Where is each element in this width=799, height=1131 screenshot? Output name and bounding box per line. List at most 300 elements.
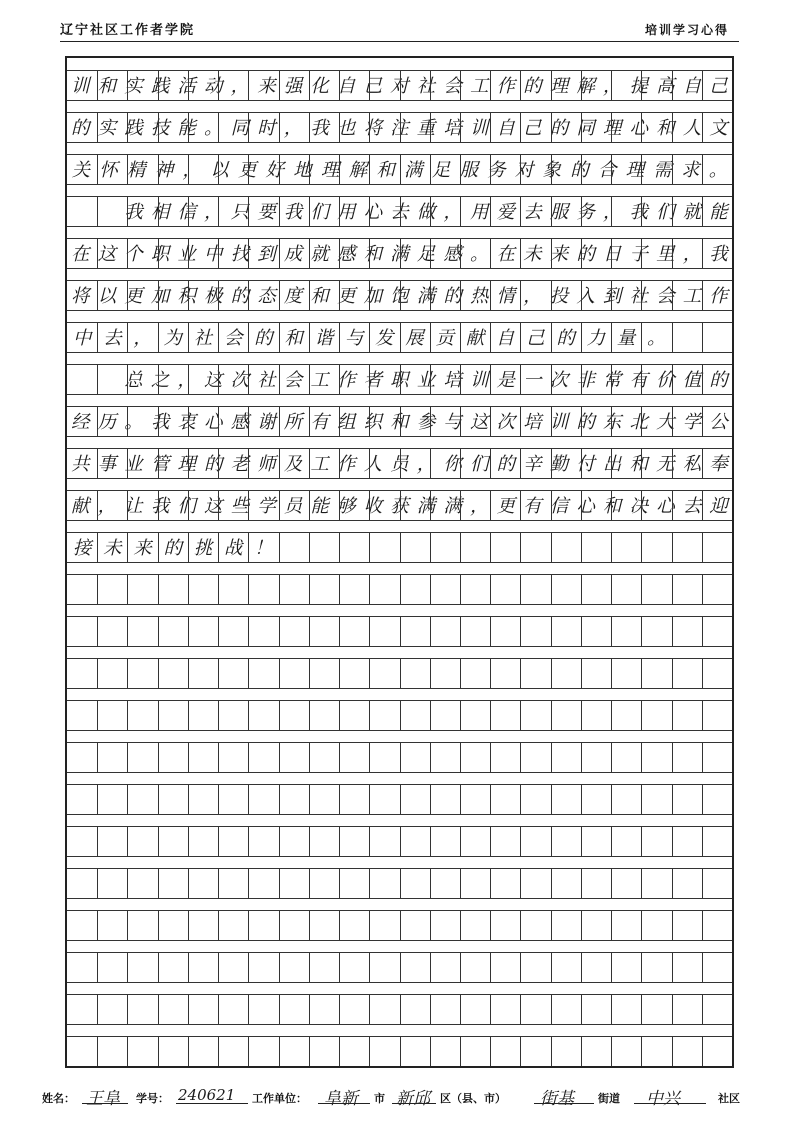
grid-cell-divider xyxy=(490,700,491,730)
grid-cell-divider xyxy=(551,700,552,730)
grid-cell-divider xyxy=(188,742,189,772)
grid-cell-divider xyxy=(127,70,128,100)
grid-rule xyxy=(67,730,732,731)
grid-cell-divider xyxy=(339,952,340,982)
grid-cell-divider xyxy=(460,616,461,646)
grid-cell-divider xyxy=(611,238,612,268)
grid-cell-divider xyxy=(158,280,159,310)
grid-cell-divider xyxy=(460,1036,461,1066)
grid-cell-divider xyxy=(430,952,431,982)
grid-cell-divider xyxy=(158,532,159,562)
grid-cell-divider xyxy=(672,868,673,898)
grid-cell-divider xyxy=(581,700,582,730)
essay-line: 总 之 ， 这 次 社 会 工 作 者 职 业 培 训 是 一 次 非 常 有 价 值 的 xyxy=(124,370,728,391)
grid-cell-divider xyxy=(188,700,189,730)
grid-cell-divider xyxy=(400,322,401,352)
grid-cell-divider xyxy=(279,574,280,604)
grid-cell-divider xyxy=(430,448,431,478)
grid-cell-divider xyxy=(672,616,673,646)
grid-cell-divider xyxy=(611,196,612,226)
grid-cell-divider xyxy=(339,196,340,226)
student-id-value: 240621 xyxy=(178,1086,236,1104)
grid-cell-divider xyxy=(672,574,673,604)
grid-cell-divider xyxy=(369,1036,370,1066)
grid-cell-divider xyxy=(581,742,582,772)
grid-cell-divider xyxy=(520,700,521,730)
grid-cell-divider xyxy=(641,532,642,562)
grid-cell-divider xyxy=(188,658,189,688)
grid-cell-divider xyxy=(158,406,159,436)
grid-cell-divider xyxy=(581,406,582,436)
district-label: 区（县、市） xyxy=(440,1092,506,1105)
grid-cell-divider xyxy=(702,280,703,310)
grid-cell-divider xyxy=(127,658,128,688)
grid-cell-divider xyxy=(611,742,612,772)
grid-cell-divider xyxy=(641,910,642,940)
grid-cell-divider xyxy=(127,784,128,814)
grid-cell-divider xyxy=(641,322,642,352)
grid-cell-divider xyxy=(581,616,582,646)
grid-cell-divider xyxy=(218,196,219,226)
grid-cell-divider xyxy=(339,532,340,562)
grid-cell-divider xyxy=(520,406,521,436)
grid-cell-divider xyxy=(248,742,249,772)
grid-cell-divider xyxy=(551,574,552,604)
student-id-label: 学号： xyxy=(136,1092,169,1105)
grid-cell-divider xyxy=(339,322,340,352)
grid-cell-divider xyxy=(400,406,401,436)
grid-rule xyxy=(67,940,732,941)
grid-cell-divider xyxy=(490,574,491,604)
grid-cell-divider xyxy=(400,994,401,1024)
grid-cell-divider xyxy=(551,742,552,772)
grid-cell-divider xyxy=(551,1036,552,1066)
grid-cell-divider xyxy=(400,448,401,478)
grid-cell-divider xyxy=(611,700,612,730)
grid-rule xyxy=(67,982,732,983)
grid-cell-divider xyxy=(188,112,189,142)
essay-line: 我 相 信 ， 只 要 我 们 用 心 去 做 ， 用 爱 去 服 务 ， 我 们 就 能 xyxy=(124,202,728,223)
grid-cell-divider xyxy=(279,238,280,268)
grid-cell-divider xyxy=(369,196,370,226)
grid-rule xyxy=(67,352,732,353)
grid-cell-divider xyxy=(611,112,612,142)
grid-cell-divider xyxy=(127,868,128,898)
grid-cell-divider xyxy=(339,112,340,142)
grid-cell-divider xyxy=(611,784,612,814)
grid-cell-divider xyxy=(369,70,370,100)
grid-cell-divider xyxy=(430,532,431,562)
grid-cell-divider xyxy=(430,154,431,184)
grid-cell-divider xyxy=(158,910,159,940)
grid-cell-divider xyxy=(672,196,673,226)
essay-line: 在 这 个 职 业 中 找 到 成 就 感 和 满 足 感 。 在 未 来 的 日 子 里 ， 我 xyxy=(71,244,728,265)
grid-cell-divider xyxy=(127,532,128,562)
grid-cell-divider xyxy=(460,952,461,982)
grid-cell-divider xyxy=(581,574,582,604)
grid-cell-divider xyxy=(551,238,552,268)
grid-cell-divider xyxy=(127,238,128,268)
grid-cell-divider xyxy=(158,994,159,1024)
grid-cell-divider xyxy=(158,448,159,478)
grid-cell-divider xyxy=(611,154,612,184)
grid-cell-divider xyxy=(400,490,401,520)
grid-cell-divider xyxy=(672,700,673,730)
grid-cell-divider xyxy=(400,196,401,226)
grid-cell-divider xyxy=(248,784,249,814)
grid-cell-divider xyxy=(248,490,249,520)
grid-cell-divider xyxy=(97,238,98,268)
community-underline xyxy=(634,1103,706,1104)
grid-cell-divider xyxy=(551,196,552,226)
grid-cell-divider xyxy=(127,742,128,772)
grid-cell-divider xyxy=(369,952,370,982)
grid-cell-divider xyxy=(520,70,521,100)
grid-cell-divider xyxy=(248,616,249,646)
grid-cell-divider xyxy=(248,574,249,604)
grid-cell-divider xyxy=(581,154,582,184)
grid-cell-divider xyxy=(460,742,461,772)
grid-cell-divider xyxy=(188,196,189,226)
grid-cell-divider xyxy=(702,112,703,142)
grid-cell-divider xyxy=(460,406,461,436)
grid-cell-divider xyxy=(97,700,98,730)
grid-cell-divider xyxy=(551,658,552,688)
grid-cell-divider xyxy=(520,448,521,478)
grid-cell-divider xyxy=(400,658,401,688)
grid-cell-divider xyxy=(702,532,703,562)
grid-cell-divider xyxy=(369,826,370,856)
grid-cell-divider xyxy=(551,532,552,562)
grid-cell-divider xyxy=(430,616,431,646)
grid-cell-divider xyxy=(369,868,370,898)
grid-cell-divider xyxy=(248,364,249,394)
grid-rule xyxy=(67,562,732,563)
essay-line: 共 事 业 管 理 的 老 师 及 工 作 人 员 ， 你 们 的 辛 勤 付 出 和 无 私 奉 xyxy=(71,454,728,475)
grid-cell-divider xyxy=(490,70,491,100)
grid-cell-divider xyxy=(490,1036,491,1066)
grid-cell-divider xyxy=(551,490,552,520)
grid-cell-divider xyxy=(400,364,401,394)
grid-cell-divider xyxy=(369,322,370,352)
grid-cell-divider xyxy=(581,238,582,268)
grid-cell-divider xyxy=(460,196,461,226)
grid-cell-divider xyxy=(490,784,491,814)
grid-cell-divider xyxy=(551,784,552,814)
grid-cell-divider xyxy=(188,70,189,100)
grid-cell-divider xyxy=(158,70,159,100)
grid-cell-divider xyxy=(248,196,249,226)
grid-cell-divider xyxy=(127,994,128,1024)
grid-cell-divider xyxy=(702,406,703,436)
grid-cell-divider xyxy=(279,952,280,982)
grid-cell-divider xyxy=(339,616,340,646)
grid-cell-divider xyxy=(188,406,189,436)
grid-cell-divider xyxy=(460,154,461,184)
grid-cell-divider xyxy=(158,490,159,520)
grid-cell-divider xyxy=(430,406,431,436)
grid-cell-divider xyxy=(430,826,431,856)
grid-cell-divider xyxy=(520,490,521,520)
grid-rule xyxy=(67,898,732,899)
grid-cell-divider xyxy=(702,490,703,520)
grid-cell-divider xyxy=(188,574,189,604)
grid-cell-divider xyxy=(490,952,491,982)
institute-name: 辽宁社区工作者学院 xyxy=(60,23,196,38)
grid-cell-divider xyxy=(218,952,219,982)
grid-cell-divider xyxy=(309,700,310,730)
name-value: 王阜 xyxy=(86,1089,120,1109)
grid-cell-divider xyxy=(279,784,280,814)
grid-cell-divider xyxy=(218,1036,219,1066)
grid-cell-divider xyxy=(460,910,461,940)
grid-rule xyxy=(67,268,732,269)
grid-cell-divider xyxy=(641,616,642,646)
grid-cell-divider xyxy=(127,406,128,436)
grid-cell-divider xyxy=(641,364,642,394)
grid-cell-divider xyxy=(672,742,673,772)
grid-cell-divider xyxy=(339,364,340,394)
grid-cell-divider xyxy=(520,742,521,772)
grid-cell-divider xyxy=(702,1036,703,1066)
grid-cell-divider xyxy=(551,406,552,436)
grid-cell-divider xyxy=(309,490,310,520)
name-label: 姓名： xyxy=(42,1092,75,1105)
street-underline xyxy=(534,1103,594,1104)
grid-cell-divider xyxy=(218,784,219,814)
grid-cell-divider xyxy=(430,910,431,940)
grid-cell-divider xyxy=(188,238,189,268)
grid-cell-divider xyxy=(672,280,673,310)
grid-cell-divider xyxy=(520,952,521,982)
grid-cell-divider xyxy=(127,616,128,646)
grid-cell-divider xyxy=(158,322,159,352)
grid-cell-divider xyxy=(127,280,128,310)
grid-cell-divider xyxy=(641,448,642,478)
grid-cell-divider xyxy=(520,154,521,184)
grid-cell-divider xyxy=(490,448,491,478)
grid-cell-divider xyxy=(188,952,189,982)
grid-cell-divider xyxy=(279,826,280,856)
grid-cell-divider xyxy=(551,364,552,394)
grid-cell-divider xyxy=(369,784,370,814)
grid-cell-divider xyxy=(551,448,552,478)
grid-cell-divider xyxy=(490,658,491,688)
grid-cell-divider xyxy=(702,574,703,604)
essay-line: 将 以 更 加 积 极 的 态 度 和 更 加 饱 满 的 热 情 ， 投 入 到 社 会 工 作 xyxy=(71,286,728,307)
grid-cell-divider xyxy=(672,154,673,184)
grid-cell-divider xyxy=(581,70,582,100)
grid-cell-divider xyxy=(218,364,219,394)
grid-cell-divider xyxy=(309,154,310,184)
grid-cell-divider xyxy=(97,826,98,856)
grid-cell-divider xyxy=(188,868,189,898)
grid-cell-divider xyxy=(279,532,280,562)
grid-cell-divider xyxy=(309,70,310,100)
grid-cell-divider xyxy=(611,532,612,562)
grid-cell-divider xyxy=(309,280,310,310)
grid-cell-divider xyxy=(218,700,219,730)
grid-cell-divider xyxy=(218,154,219,184)
grid-rule xyxy=(67,184,732,185)
grid-cell-divider xyxy=(158,952,159,982)
grid-cell-divider xyxy=(309,532,310,562)
grid-cell-divider xyxy=(551,910,552,940)
grid-cell-divider xyxy=(97,868,98,898)
essay-line: 献 ， 让 我 们 这 些 学 员 能 够 收 获 满 满 ， 更 有 信 心 和 决 心 去 迎 xyxy=(71,496,728,517)
grid-cell-divider xyxy=(581,910,582,940)
grid-cell-divider xyxy=(339,406,340,436)
grid-cell-divider xyxy=(551,70,552,100)
grid-cell-divider xyxy=(369,238,370,268)
grid-cell-divider xyxy=(490,364,491,394)
grid-cell-divider xyxy=(339,658,340,688)
grid-rule xyxy=(67,436,732,437)
grid-cell-divider xyxy=(248,238,249,268)
grid-cell-divider xyxy=(127,826,128,856)
grid-cell-divider xyxy=(339,742,340,772)
grid-cell-divider xyxy=(339,70,340,100)
grid-cell-divider xyxy=(188,616,189,646)
grid-cell-divider xyxy=(158,742,159,772)
grid-cell-divider xyxy=(460,364,461,394)
grid-cell-divider xyxy=(400,826,401,856)
grid-cell-divider xyxy=(702,616,703,646)
grid-rule xyxy=(67,814,732,815)
grid-cell-divider xyxy=(127,154,128,184)
grid-cell-divider xyxy=(279,868,280,898)
grid-cell-divider xyxy=(127,322,128,352)
grid-cell-divider xyxy=(520,910,521,940)
grid-cell-divider xyxy=(97,574,98,604)
grid-cell-divider xyxy=(672,70,673,100)
grid-cell-divider xyxy=(158,238,159,268)
grid-cell-divider xyxy=(490,910,491,940)
grid-cell-divider xyxy=(369,574,370,604)
grid-cell-divider xyxy=(279,154,280,184)
grid-cell-divider xyxy=(490,532,491,562)
grid-cell-divider xyxy=(218,112,219,142)
grid-cell-divider xyxy=(339,910,340,940)
grid-cell-divider xyxy=(611,574,612,604)
grid-cell-divider xyxy=(460,238,461,268)
grid-cell-divider xyxy=(551,868,552,898)
grid-cell-divider xyxy=(97,910,98,940)
grid-cell-divider xyxy=(248,532,249,562)
grid-cell-divider xyxy=(158,1036,159,1066)
grid-cell-divider xyxy=(460,574,461,604)
grid-cell-divider xyxy=(339,448,340,478)
grid-cell-divider xyxy=(218,658,219,688)
grid-cell-divider xyxy=(520,1036,521,1066)
work-unit-label: 工作单位： xyxy=(252,1092,307,1105)
grid-cell-divider xyxy=(279,616,280,646)
grid-cell-divider xyxy=(551,322,552,352)
city-underline xyxy=(318,1103,370,1104)
grid-cell-divider xyxy=(702,826,703,856)
grid-cell-divider xyxy=(641,574,642,604)
grid-cell-divider xyxy=(611,658,612,688)
grid-cell-divider xyxy=(97,784,98,814)
grid-cell-divider xyxy=(369,154,370,184)
grid-cell-divider xyxy=(490,616,491,646)
name-underline xyxy=(82,1103,128,1104)
document-type: 培训学习心得 xyxy=(644,23,729,37)
grid-cell-divider xyxy=(127,574,128,604)
grid-cell-divider xyxy=(520,574,521,604)
grid-cell-divider xyxy=(490,490,491,520)
grid-cell-divider xyxy=(339,574,340,604)
grid-cell-divider xyxy=(672,952,673,982)
grid-cell-divider xyxy=(127,1036,128,1066)
grid-cell-divider xyxy=(248,70,249,100)
essay-line: 中 去 ， 为 社 会 的 和 谐 与 发 展 贡 献 自 己 的 力 量 。 xyxy=(72,328,666,349)
grid-rule xyxy=(67,772,732,773)
community-label: 社区 xyxy=(718,1092,740,1105)
grid-cell-divider xyxy=(581,490,582,520)
grid-cell-divider xyxy=(188,784,189,814)
grid-cell-divider xyxy=(218,70,219,100)
grid-cell-divider xyxy=(551,154,552,184)
grid-cell-divider xyxy=(581,1036,582,1066)
grid-cell-divider xyxy=(430,196,431,226)
grid-cell-divider xyxy=(279,364,280,394)
grid-cell-divider xyxy=(611,952,612,982)
grid-cell-divider xyxy=(309,322,310,352)
grid-cell-divider xyxy=(97,616,98,646)
grid-cell-divider xyxy=(460,868,461,898)
grid-cell-divider xyxy=(309,238,310,268)
grid-cell-divider xyxy=(551,280,552,310)
grid-cell-divider xyxy=(369,700,370,730)
grid-cell-divider xyxy=(490,406,491,436)
grid-cell-divider xyxy=(248,658,249,688)
grid-cell-divider xyxy=(400,238,401,268)
grid-cell-divider xyxy=(672,658,673,688)
grid-cell-divider xyxy=(672,910,673,940)
student-info-footer xyxy=(42,1084,747,1109)
grid-cell-divider xyxy=(581,952,582,982)
grid-cell-divider xyxy=(430,238,431,268)
grid-cell-divider xyxy=(248,154,249,184)
grid-cell-divider xyxy=(218,532,219,562)
grid-cell-divider xyxy=(551,994,552,1024)
grid-cell-divider xyxy=(218,448,219,478)
essay-line: 关 怀 精 神 ， 以 更 好 地 理 解 和 满 足 服 务 对 象 的 合 理 需 求 。 xyxy=(71,160,728,181)
grid-cell-divider xyxy=(611,490,612,520)
grid-cell-divider xyxy=(581,280,582,310)
grid-cell-divider xyxy=(581,196,582,226)
grid-cell-divider xyxy=(188,490,189,520)
grid-cell-divider xyxy=(127,910,128,940)
grid-cell-divider xyxy=(702,364,703,394)
grid-cell-divider xyxy=(248,826,249,856)
grid-rule xyxy=(67,520,732,521)
grid-cell-divider xyxy=(339,700,340,730)
grid-cell-divider xyxy=(248,952,249,982)
grid-cell-divider xyxy=(158,196,159,226)
grid-cell-divider xyxy=(672,490,673,520)
grid-cell-divider xyxy=(400,574,401,604)
grid-cell-divider xyxy=(97,742,98,772)
grid-cell-divider xyxy=(581,112,582,142)
grid-cell-divider xyxy=(188,1036,189,1066)
grid-cell-divider xyxy=(127,112,128,142)
grid-cell-divider xyxy=(339,154,340,184)
grid-cell-divider xyxy=(369,616,370,646)
grid-cell-divider xyxy=(248,280,249,310)
grid-cell-divider xyxy=(369,490,370,520)
